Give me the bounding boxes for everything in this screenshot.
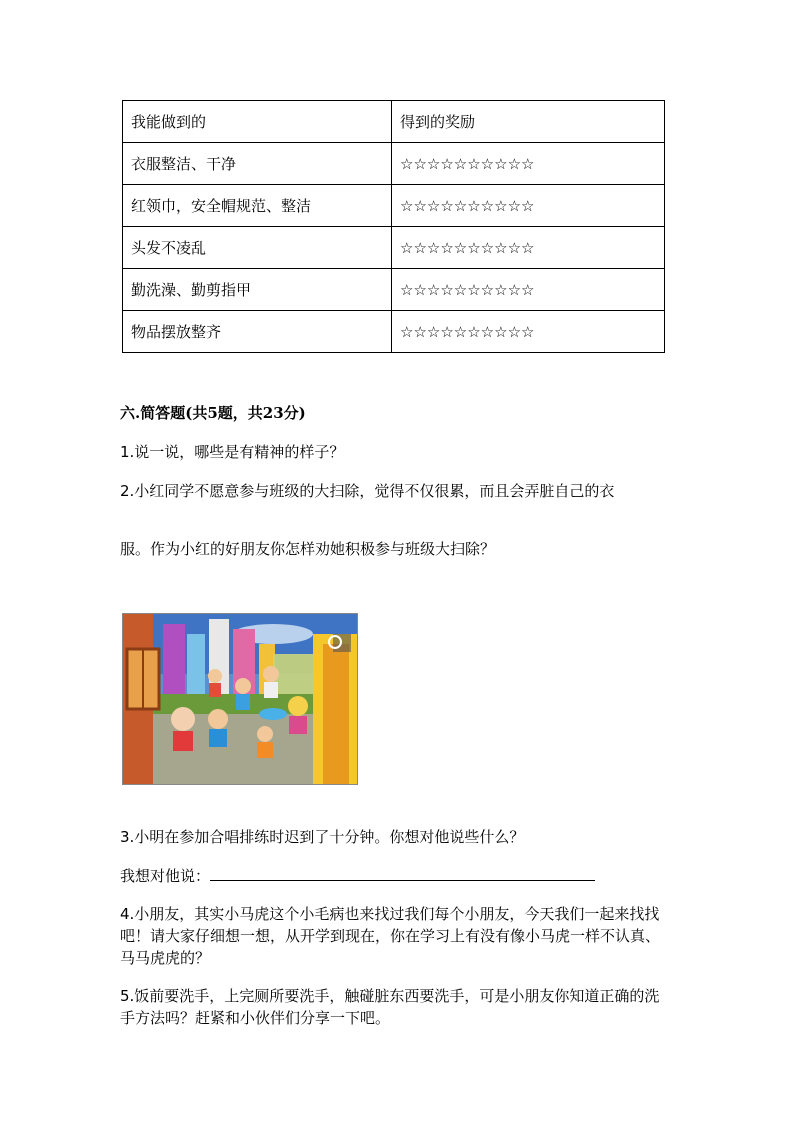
item-cell: 物品摆放整齐 — [123, 311, 392, 353]
question-2-line-2: 服。作为小红的好朋友你怎样劝她积极参与班级大扫除？ — [120, 540, 496, 558]
table-row — [123, 143, 665, 185]
header-cell: 得到的奖励 — [392, 101, 665, 143]
reward-stars: ☆☆☆☆☆☆☆☆☆☆ — [392, 269, 665, 311]
table-row — [123, 185, 665, 227]
header-cell: 我能做到的 — [123, 101, 392, 143]
table-row — [123, 269, 665, 311]
question-4: 4.小朋友，其实小马虎这个小毛病也来找过我们每个小朋友，今天我们一起来找找吧！请大家仔细想一想，从开学到现在，你在学习上有没有像小马虎一样不认真、马马虎虎的？ — [120, 905, 661, 967]
cartoon-illustration — [122, 613, 358, 785]
question-3: 3.小明在参加合唱排练时迟到了十分钟。你想对他说些什么？ — [120, 828, 525, 846]
reward-stars: ☆☆☆☆☆☆☆☆☆☆ — [392, 311, 665, 353]
reward-table — [122, 100, 665, 353]
section-title: 六.简答题(共5题，共23分) — [120, 404, 306, 422]
question-2-line-1: 2.小红同学不愿意参与班级的大扫除，觉得不仅很累，而且会弄脏自己的衣 — [120, 482, 615, 500]
item-cell: 红领巾，安全帽规范、整洁 — [123, 185, 392, 227]
answer-label: 我想对他说： — [120, 867, 211, 885]
reward-stars: ☆☆☆☆☆☆☆☆☆☆ — [392, 227, 665, 269]
question-1: 1.说一说，哪些是有精神的样子？ — [120, 443, 345, 461]
item-cell: 衣服整洁、干净 — [123, 143, 392, 185]
table-row — [123, 311, 665, 353]
table-row — [123, 227, 665, 269]
reward-stars: ☆☆☆☆☆☆☆☆☆☆ — [392, 185, 665, 227]
question-5: 5.饭前要洗手，上完厕所要洗手，触碰脏东西要洗手，可是小朋友你知道正确的洗手方法吗？赶紧和小伙伴们分享一下吧。 — [120, 987, 660, 1027]
answer-blank[interactable] — [210, 866, 595, 881]
item-cell: 头发不凌乱 — [123, 227, 392, 269]
table-header-row — [123, 101, 665, 143]
item-cell: 勤洗澡、勤剪指甲 — [123, 269, 392, 311]
question-3-answer-row — [120, 865, 595, 886]
reward-stars: ☆☆☆☆☆☆☆☆☆☆ — [392, 143, 665, 185]
